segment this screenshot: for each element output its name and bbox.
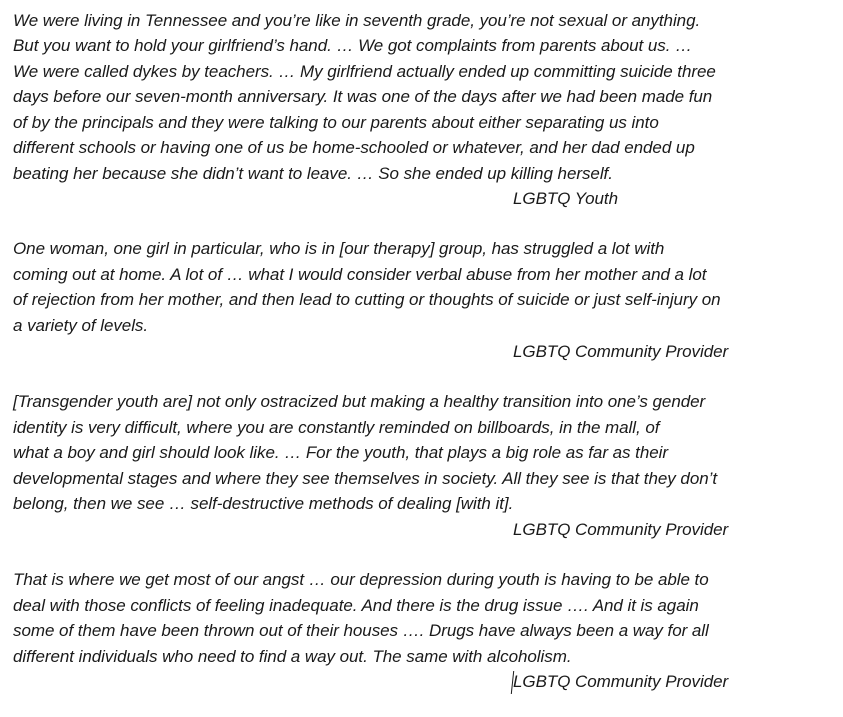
quote-1-line-4: days before our seven-month anniversary. It was one of the days after we had been made fun <box>13 87 713 106</box>
quote-3-line-2: identity is very difficult, where you are constantly reminded on billboards, in the mall, of <box>13 418 660 437</box>
quote-1-line-3: We were called dykes by teachers. … My girlfriend actually ended up committing suicide three <box>13 62 716 81</box>
quote-2-line-1: One woman, one girl in particular, who is in [our therapy] group, has struggled a lot with <box>13 239 665 258</box>
quote-4-line-4: different individuals who need to find a way out. The same with alcoholism. <box>13 647 572 666</box>
quote-1-attribution: LGBTQ Youth <box>513 189 618 208</box>
quote-2-line-3: of rejection from her mother, and then lead to cutting or thoughts of suicide or just self-injury on <box>13 290 721 309</box>
quote-4-line-2: deal with those conflicts of feeling inadequate. And there is the drug issue …. And it is again <box>13 596 699 615</box>
quote-4-attribution: LGBTQ Community Provider <box>513 672 729 691</box>
quote-2-line-2: coming out at home. A lot of … what I would consider verbal abuse from her mother and a lot <box>13 265 707 284</box>
quote-4-line-1: That is where we get most of our angst … our depression during youth is having to be able to <box>13 570 709 589</box>
quote-2-attribution: LGBTQ Community Provider <box>513 342 729 361</box>
quote-1-line-1: We were living in Tennessee and you’re like in seventh grade, you’re not sexual or anything. <box>13 11 701 30</box>
quote-1-line-5: of by the principals and they were talking to our parents about either separating us into <box>13 113 659 132</box>
quote-4-line-3: some of them have been thrown out of their houses …. Drugs have always been a way for all <box>13 621 709 640</box>
quote-3-line-5: belong, then we see … self-destructive methods of dealing [with it]. <box>13 494 514 513</box>
quote-3-attribution: LGBTQ Community Provider <box>513 520 729 539</box>
quote-1-line-6: different schools or having one of us be home-schooled or whatever, and her dad ended up <box>13 138 695 157</box>
quote-3-line-4: developmental stages and where they see themselves in society. All they see is that they don’t <box>13 469 718 488</box>
quote-3-line-1: [Transgender youth are] not only ostracized but making a healthy transition into one’s gender <box>13 392 706 411</box>
quote-3-line-3: what a boy and girl should look like. … For the youth, that plays a big role as far as their <box>13 443 668 462</box>
quote-1-line-2: But you want to hold your girlfriend’s hand. … We got complaints from parents about us. … <box>13 36 693 55</box>
quote-1-line-7: beating her because she didn’t want to leave. … So she ended up killing herself. <box>13 164 613 183</box>
quote-2-line-4: a variety of levels. <box>13 316 149 335</box>
